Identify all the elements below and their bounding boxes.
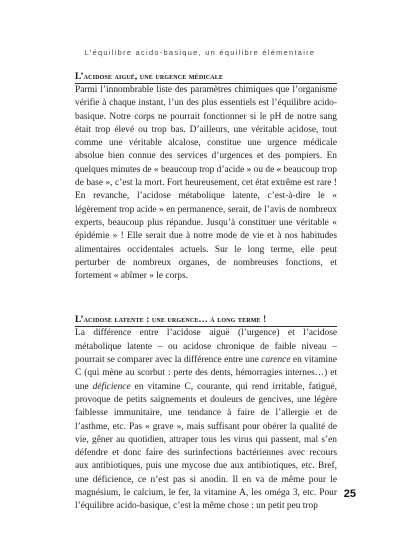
paragraph-text: en vitamine C (qui mène au scorbut : perte des dents, hémorragies internes…) et une — [75, 355, 337, 392]
section-heading-acute-acidosis: L’acidose aiguë, une urgence médicale — [75, 70, 337, 84]
emphasis-carence: carence — [261, 355, 291, 366]
paragraph-text: La différence entre l’acidose aiguë (l’urgence) et l’acidose métabolique latente – ou acidose chronique de faible niveau – pourrait se comparer avec la différence entre une — [75, 328, 337, 366]
paragraph-text: en vitamine C, courante, qui rend irritable, fatigué, provoque de petits saignements et douleurs de gencives, une légère faiblesse immunitaire, une tendance à faire de l’allergie et de l’asthme, etc. Pas « grave », mais suffisant pour obérer la qualité de vie, gêner au quotidien, attraper tous les virus qui passent, mal s’en défendre et donc faire des surinfections bactériennes avec recours aux antibiotiques, puis une mycose due aux antibiotiques, etc. Bref, une déficience, ce n’est pas si anodin. Il en va de même pour le magnésium, le calcium, le fer, la vitamine A, les oméga 3, etc. Pour l’équilibre acido-basique, c’est la même chose : un petit peu trop — [75, 381, 337, 512]
emphasis-deficience: déficience — [92, 381, 131, 392]
section-heading-latent-acidosis: L’acidose latente : une urgence… à long terme ! — [75, 313, 337, 327]
running-header: L’équilibre acido-basique, un équilibre élémentaire — [84, 48, 316, 57]
page-number: 25 — [343, 488, 356, 500]
paragraph-acute-acidosis: Parmi l’innombrable liste des paramètres chimiques que l’organisme vérifie à chaque instant, l’un des plus essentiels est l’équilibre acido-basique. Notre corps ne pourrait fonctionner si le pH de notre sang était trop élevé ou trop bas. D’ailleurs, une véritable acidose, tout comme une véritable alcalose, constitue une urgence médicale absolue bien connue des services d’urgences et des pompiers. En quelques minutes de « beaucoup trop d’acide » ou de « beaucoup trop de base », c’est la mort. Fort heureusement, cet état extrême est rare ! En revanche, l’acidose métabolique latente, c’est-à-dire le « légèrement trop acide » en permanence, serait, de l’avis de nombreux experts, beaucoup plus répandue. Jusqu’à constituer une véritable « épidémie » ! Elle serait due à notre mode de vie et à nos habitudes alimentaires occidentales actuels. Sur le long terme, elle peut perturber de nombreux organes, de nombreuses fonctions, et fortement « abîmer » le corps. — [75, 85, 337, 282]
page-body — [75, 70, 337, 514]
paragraph-latent-acidosis — [75, 327, 337, 513]
